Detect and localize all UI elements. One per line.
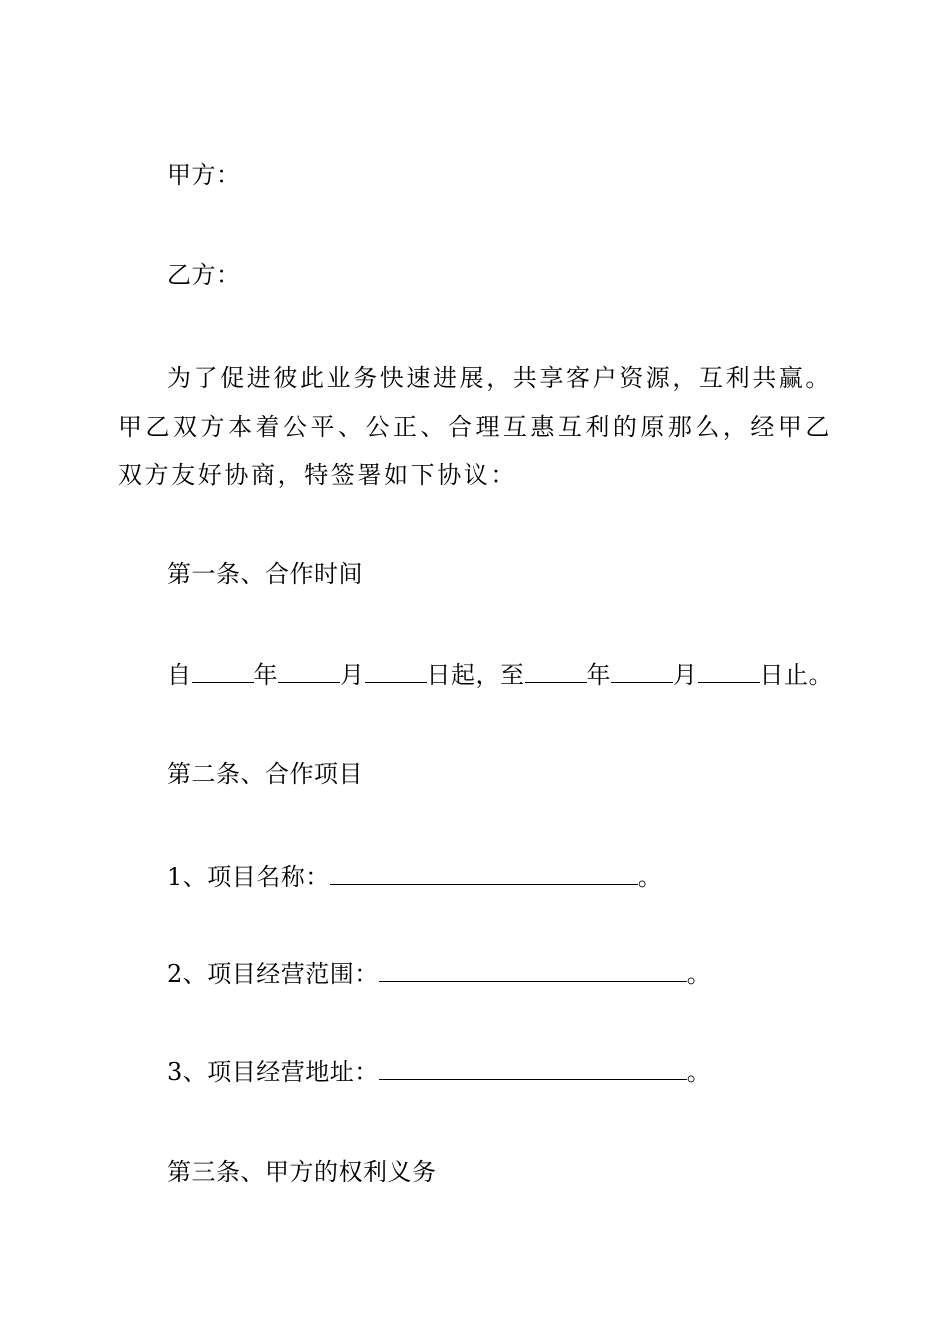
date-from-prefix: 自: [167, 661, 192, 689]
cooperation-period-line: [118, 651, 881, 699]
article-1-title: 第一条、合作时间: [167, 560, 363, 588]
party-b-line: 乙方：: [167, 261, 241, 289]
year-label: 年: [253, 661, 278, 689]
preamble-paragraph: 为了促进彼此业务快速进展，共享客户资源，互利共赢。甲乙双方本着公平、公正、合理互惠互利的原那么，经甲乙双方友好协商，特签署如下协议：: [118, 364, 832, 489]
business-scope-blank: [379, 959, 687, 982]
project-name-blank: [330, 862, 638, 885]
year-label-2: 年: [586, 661, 611, 689]
business-scope-label: 2、项目经营范围：: [167, 960, 379, 988]
month-label: 月: [340, 661, 365, 689]
business-address-blank: [379, 1057, 687, 1080]
day-to-label: 日止。: [759, 661, 833, 689]
end-month-blank: [611, 660, 673, 683]
start-year-blank: [192, 660, 254, 683]
month-label-2: 月: [673, 661, 698, 689]
project-name-suffix: 。: [637, 863, 663, 891]
project-name-line: [118, 853, 881, 901]
day-from-label: 日起，至: [426, 661, 525, 689]
party-a-line: 甲方：: [167, 161, 241, 189]
article-3-title: 第三条、甲方的权利义务: [167, 1158, 437, 1186]
project-name-label: 1、项目名称：: [167, 863, 330, 891]
end-year-blank: [525, 660, 587, 683]
business-scope-line: [118, 950, 881, 998]
start-day-blank: [365, 660, 427, 683]
business-address-line: [118, 1048, 881, 1096]
article-2-title: 第二条、合作项目: [167, 760, 363, 788]
end-day-blank: [698, 660, 760, 683]
start-month-blank: [278, 660, 340, 683]
business-scope-suffix: 。: [686, 960, 712, 988]
business-address-label: 3、项目经营地址：: [167, 1058, 379, 1086]
business-address-suffix: 。: [686, 1058, 712, 1086]
